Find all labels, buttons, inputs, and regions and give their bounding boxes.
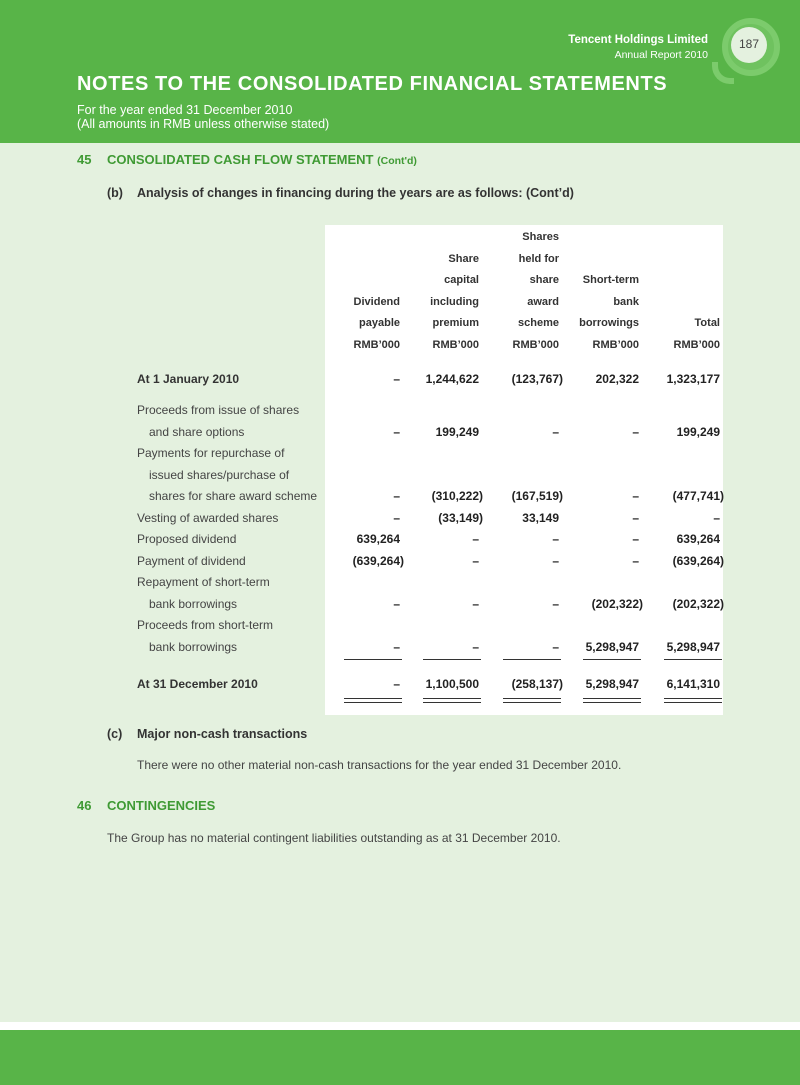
column-header-line: RMB’000	[673, 338, 720, 351]
table-row	[0, 618, 800, 640]
row-value: 1,323,177	[666, 372, 720, 386]
column-header-1	[399, 249, 479, 357]
column-header-line: RMB’000	[353, 338, 400, 351]
table-row	[0, 489, 800, 511]
row-value: –	[632, 532, 639, 546]
row-value: –	[632, 511, 639, 525]
subsection-label: (c)	[107, 727, 123, 741]
table-row	[0, 425, 800, 447]
company-name: Tencent Holdings Limited	[568, 34, 708, 46]
row-value: 5,298,947	[585, 677, 639, 691]
column-header-line: borrowings	[579, 317, 639, 329]
row-value: 1,100,500	[425, 677, 479, 691]
row-value: 639,264	[356, 532, 400, 546]
total-rule	[503, 702, 561, 703]
row-value: 5,298,947	[666, 640, 720, 654]
row-value: –	[632, 489, 639, 503]
section-title-text: CONSOLIDATED CASH FLOW STATEMENT	[107, 152, 374, 167]
column-header-line: RMB’000	[512, 338, 559, 351]
column-header-line: Short-term	[582, 274, 639, 286]
row-value: –	[472, 640, 479, 654]
report-name: Annual Report 2010	[614, 49, 708, 61]
row-value: 1,244,622	[425, 372, 479, 386]
row-value: –	[632, 425, 639, 439]
page-footer	[0, 1030, 800, 1085]
row-value: –	[632, 554, 639, 568]
subsection-c-text: There were no other material non-cash transactions for the year ended 31 December 2010.	[137, 758, 622, 772]
column-header-line: RMB’000	[432, 338, 479, 351]
table-row	[0, 446, 800, 468]
total-rule	[664, 659, 722, 660]
subsection-label: (b)	[107, 186, 123, 200]
total-rule	[583, 702, 641, 703]
row-value: –	[472, 554, 479, 568]
row-value: (123,767)	[511, 372, 563, 386]
column-header-line: capital	[444, 274, 479, 286]
table-row	[0, 554, 800, 576]
section-contd: (Cont'd)	[377, 155, 417, 167]
total-rule	[664, 698, 722, 699]
total-rule	[583, 659, 641, 660]
row-value: 6,141,310	[666, 677, 720, 691]
column-header-line: including	[430, 295, 479, 308]
table-row	[0, 468, 800, 490]
section-title: CONTINGENCIES	[107, 798, 216, 813]
section-number: 45	[77, 152, 92, 167]
row-value: (477,741)	[672, 489, 724, 503]
row-value: 202,322	[595, 372, 639, 386]
column-header-line: Share	[448, 252, 479, 265]
section-title	[107, 152, 417, 167]
row-value: 639,264	[676, 532, 720, 546]
row-label: bank borrowings	[149, 640, 238, 654]
page-subtitle	[77, 103, 329, 131]
column-header-line: RMB’000	[592, 338, 639, 351]
row-label: Proposed dividend	[137, 532, 237, 546]
row-value: –	[393, 511, 400, 525]
column-header-line: Dividend	[353, 295, 400, 308]
row-value: –	[713, 511, 720, 525]
total-rule	[503, 698, 561, 699]
row-value: 5,298,947	[585, 640, 639, 654]
total-rule	[344, 698, 402, 699]
total-rule	[664, 702, 722, 703]
row-value: –	[552, 597, 559, 611]
subsection-title: Analysis of changes in financing during the years are as follows: (Cont’d)	[137, 186, 574, 200]
column-header-line: premium	[432, 317, 479, 329]
row-value: 199,249	[435, 425, 479, 439]
row-value: (167,519)	[511, 489, 563, 503]
section-46-text: The Group has no material contingent liabilities outstanding as at 31 December 2010.	[107, 831, 561, 845]
table-row	[0, 677, 800, 699]
row-value: (639,264)	[352, 554, 404, 568]
row-value: –	[552, 532, 559, 546]
row-value: 33,149	[522, 511, 559, 525]
column-header-line: payable	[359, 317, 400, 329]
column-header-line: Shares	[522, 231, 559, 243]
row-value: –	[393, 597, 400, 611]
subsection-title: Major non-cash transactions	[137, 727, 308, 741]
column-header-0	[320, 292, 400, 357]
row-label: Payments for repurchase of	[137, 446, 285, 460]
row-label: shares for share award scheme	[149, 489, 318, 503]
total-rule	[423, 698, 481, 699]
row-value: (258,137)	[511, 677, 563, 691]
row-value: (33,149)	[438, 511, 483, 525]
table-row	[0, 575, 800, 597]
row-value: –	[552, 640, 559, 654]
row-label: and share options	[149, 425, 245, 439]
row-label: Proceeds from issue of shares	[137, 403, 300, 417]
section-number: 46	[77, 798, 92, 813]
column-header-line: scheme	[518, 317, 559, 329]
row-value: –	[552, 554, 559, 568]
subtitle-line-2: (All amounts in RMB unless otherwise stated)	[77, 117, 330, 131]
total-rule	[423, 659, 481, 660]
subtitle-line-1: For the year ended 31 December 2010	[77, 103, 293, 117]
row-value: –	[393, 489, 400, 503]
column-header-2	[479, 227, 559, 356]
row-value: (310,222)	[431, 489, 483, 503]
page-header	[0, 0, 800, 143]
column-header-line: award	[527, 295, 559, 308]
row-label: Repayment of short-term	[137, 575, 270, 589]
column-header-line: held for	[518, 252, 559, 265]
total-rule	[583, 698, 641, 699]
row-value: (202,322)	[672, 597, 724, 611]
row-label: Vesting of awarded shares	[137, 511, 279, 525]
row-value: (202,322)	[591, 597, 643, 611]
row-value: –	[393, 372, 400, 386]
table-row	[0, 372, 800, 394]
column-header-line: bank	[613, 295, 639, 308]
row-label: Payment of dividend	[137, 554, 246, 568]
total-rule	[344, 702, 402, 703]
column-header-line: Total	[694, 317, 720, 329]
row-label: Proceeds from short-term	[137, 618, 274, 632]
column-header-line: share	[529, 274, 559, 286]
table-row	[0, 532, 800, 554]
row-value: –	[552, 425, 559, 439]
table-row	[0, 511, 800, 533]
total-rule	[503, 659, 561, 660]
column-header-3	[559, 270, 639, 356]
row-label: issued shares/purchase of	[149, 468, 290, 482]
row-value: –	[472, 597, 479, 611]
column-header-4	[640, 313, 720, 356]
row-value: –	[393, 640, 400, 654]
table-row	[0, 597, 800, 619]
row-value: (639,264)	[672, 554, 724, 568]
row-label: At 31 December 2010	[137, 677, 258, 691]
page-number: 187	[738, 37, 760, 51]
total-rule	[423, 702, 481, 703]
table-row	[0, 403, 800, 425]
footer-divider	[0, 1022, 800, 1030]
row-value: –	[393, 425, 400, 439]
page-title: NOTES TO THE CONSOLIDATED FINANCIAL STATEMENTS	[77, 73, 668, 95]
total-rule	[344, 659, 402, 660]
row-value: –	[472, 532, 479, 546]
row-label: At 1 January 2010	[137, 372, 240, 386]
row-label: bank borrowings	[149, 597, 238, 611]
row-value: 199,249	[676, 425, 720, 439]
row-value: –	[393, 677, 400, 691]
